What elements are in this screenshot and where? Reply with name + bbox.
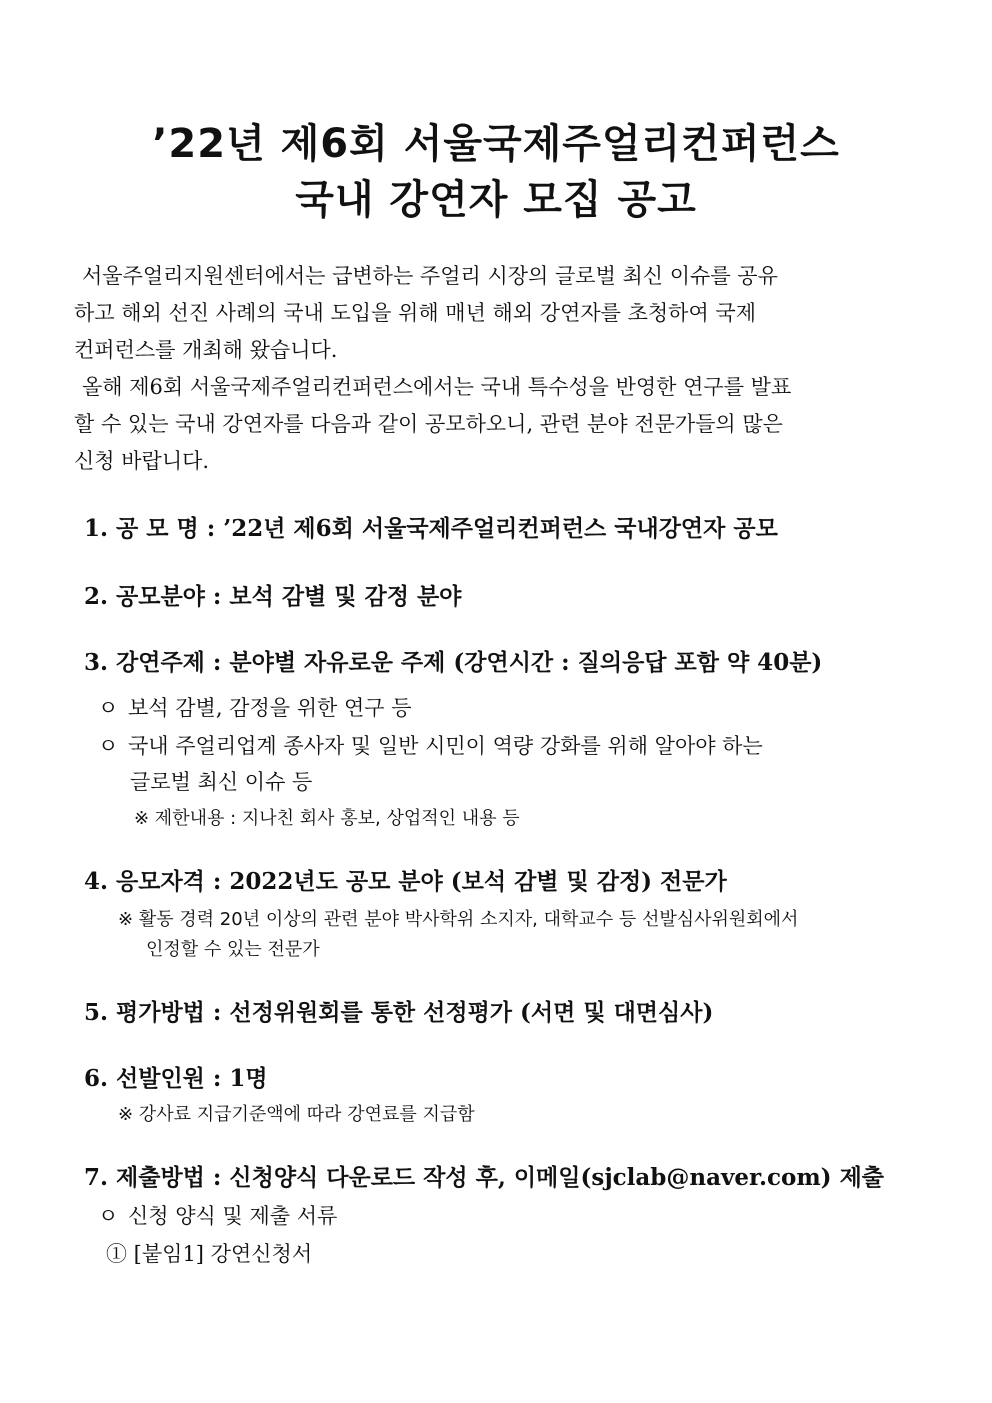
section-2-heading: 2. 공모분야 : 보석 감별 및 감정 분야	[84, 583, 462, 610]
section-7-item-1: ① [붙임1] 강연신청서	[106, 1242, 313, 1266]
document-title-line2: 국내 강연자 모집 공고	[295, 177, 697, 223]
bullet-mark: ㅇ	[98, 1204, 119, 1228]
bullet-mark: ㅇ	[98, 696, 119, 720]
section-6-note: ※ 강사료 지급기준액에 따라 강연료를 지급함	[118, 1104, 475, 1125]
section-3-bullet-2-text-line1: 국내 주얼리업계 종사자 및 일반 시민이 역량 강화를 위해 알아야 하는	[128, 734, 763, 758]
intro-p1-line1: 서울주얼리지원센터에서는 급변하는 주얼리 시장의 글로벌 최신 이슈를 공유	[82, 264, 778, 288]
section-3-bullet-1	[98, 692, 411, 722]
section-3-bullet-1-text: 보석 감별, 감정을 위한 연구 등	[128, 696, 412, 720]
bullet-mark: ㅇ	[98, 734, 119, 758]
section-4-note-line2: 인정할 수 있는 전문가	[146, 939, 320, 960]
section-5-heading: 5. 평가방법 : 선정위원회를 통한 선정평가 (서면 및 대면심사)	[84, 999, 714, 1026]
intro-p2-line1: 올해 제6회 서울국제주얼리컨퍼런스에서는 국내 특수성을 반영한 연구를 발표	[82, 375, 792, 399]
section-7-bullet-1	[98, 1200, 337, 1230]
section-7-heading: 7. 제출방법 : 신청양식 다운로드 작성 후, 이메일(sjclab@naver.com) 제출	[84, 1164, 885, 1191]
intro-paragraph-1	[74, 258, 922, 369]
section-3-bullet-2	[98, 730, 763, 760]
section-1-heading: 1. 공 모 명 : ’22년 제6회 서울국제주얼리컨퍼런스 국내강연자 공모	[84, 515, 778, 542]
intro-paragraph-2	[74, 369, 922, 480]
section-4-heading: 4. 응모자격 : 2022년도 공모 분야 (보석 감별 및 감정) 전문가	[84, 868, 727, 895]
intro-p1-line2: 하고 해외 선진 사례의 국내 도입을 위해 매년 해외 강연자를 초청하여 국제	[74, 301, 757, 325]
intro-p1-line3: 컨퍼런스를 개최해 왔습니다.	[74, 338, 338, 362]
section-3-heading: 3. 강연주제 : 분야별 자유로운 주제 (강연시간 : 질의응답 포함 약 40분)	[84, 649, 823, 676]
section-3-note: ※ 제한내용 : 지나친 회사 홍보, 상업적인 내용 등	[134, 808, 520, 829]
section-4-note-line1: ※ 활동 경력 20년 이상의 관련 분야 박사학위 소지자, 대학교수 등 선발심사위원회에서	[118, 909, 799, 930]
section-3-bullet-2-line2: 글로벌 최신 이슈 등	[130, 770, 313, 794]
intro-p2-line2: 할 수 있는 국내 강연자를 다음과 같이 공모하오니, 관련 분야 전문가들의 많은	[74, 412, 783, 436]
intro-p2-line3: 신청 바랍니다.	[74, 449, 210, 473]
section-6-heading: 6. 선발인원 : 1명	[84, 1065, 268, 1092]
section-7-bullet-1-text: 신청 양식 및 제출 서류	[128, 1204, 338, 1228]
document-title-line1: ’22년 제6회 서울국제주얼리컨퍼런스	[152, 121, 840, 167]
